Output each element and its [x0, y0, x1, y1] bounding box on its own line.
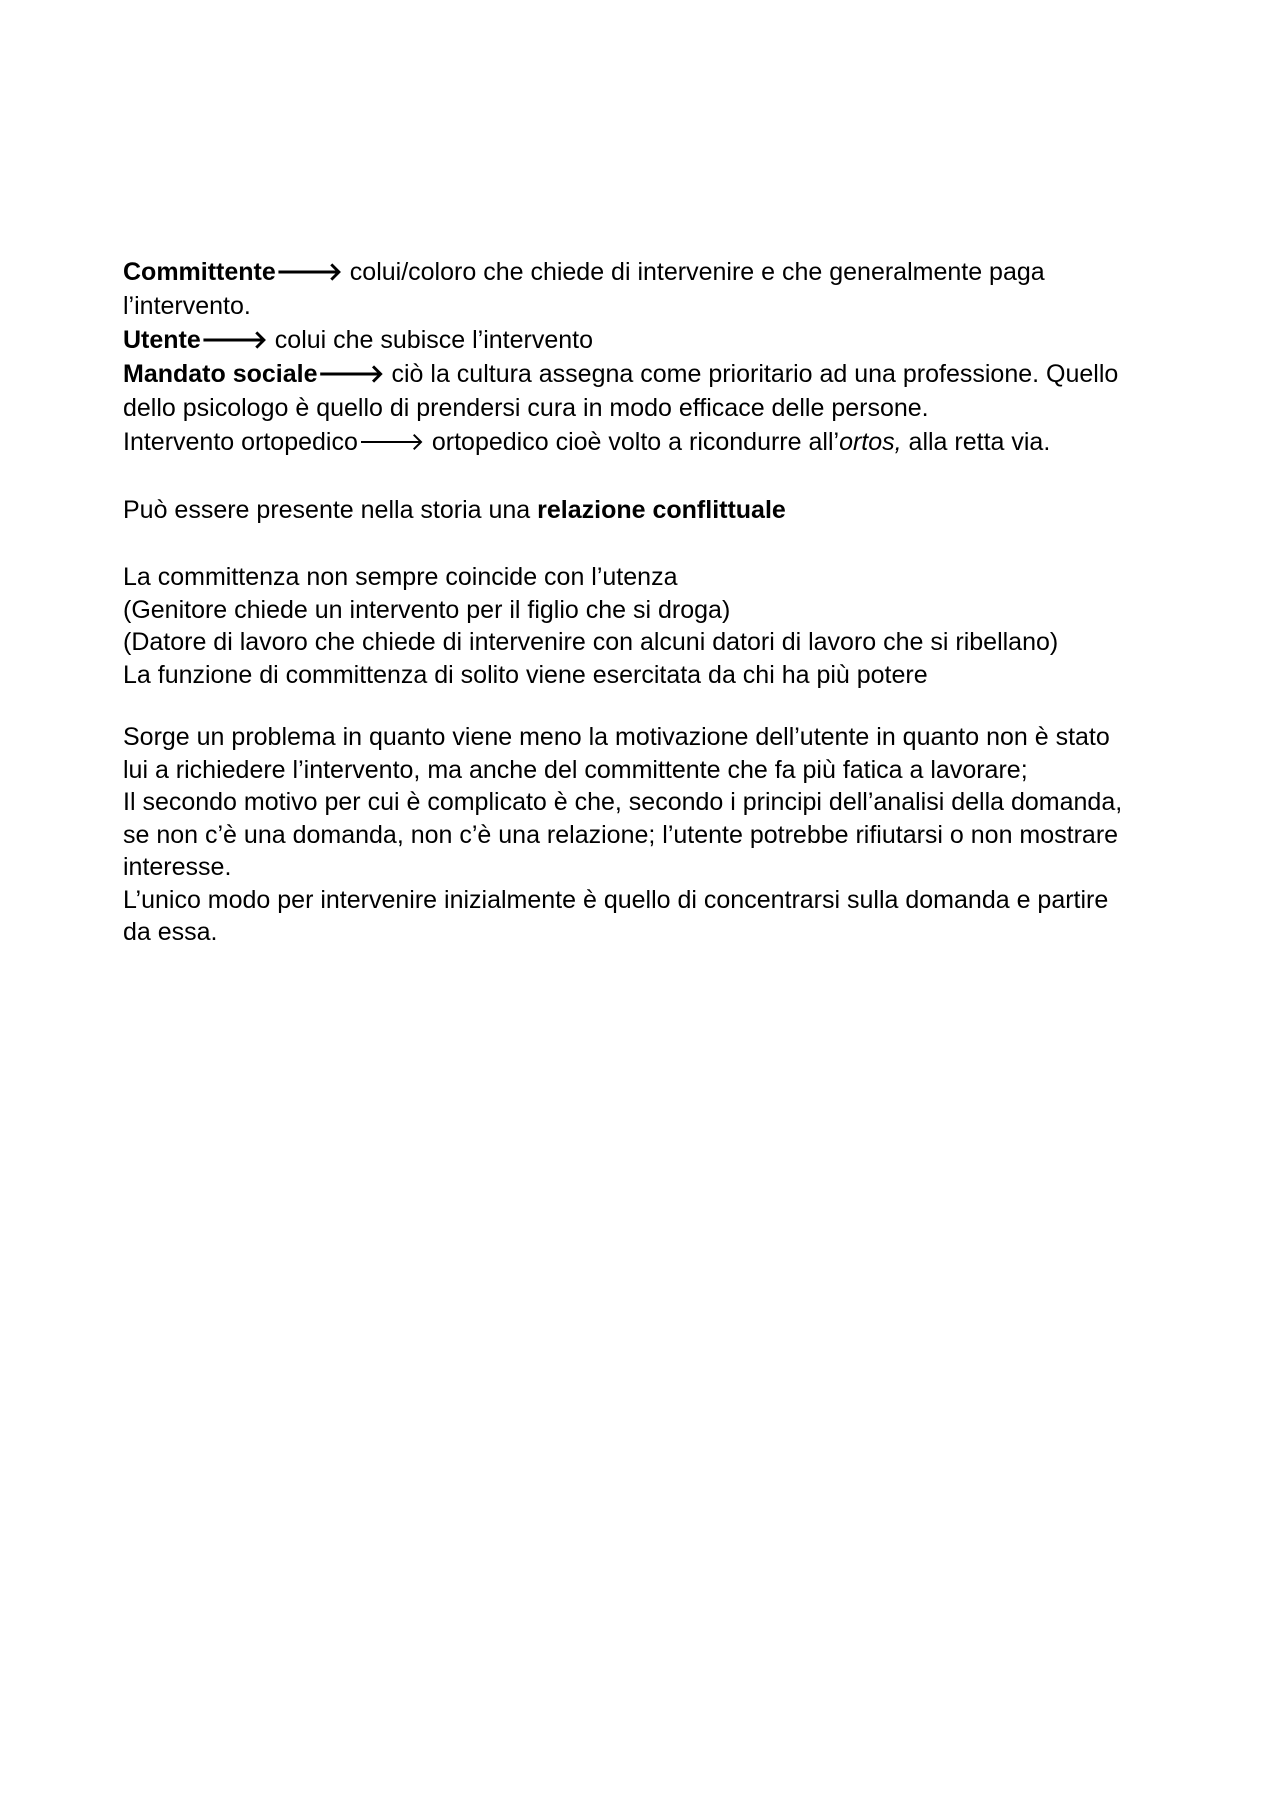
- problema-line: Il secondo motivo per cui è complicato è che, secondo i principi dell’analisi della domanda,: [123, 788, 1123, 816]
- term-mandato-sociale: Mandato sociale: [123, 360, 318, 388]
- spacer: [123, 691, 1173, 721]
- definition-utente: [123, 323, 1173, 357]
- term-intervento-ortopedico: Intervento ortopedico: [123, 428, 358, 456]
- problema-line: lui a richiedere l’intervento, ma anche del committente che fa più fatica a lavorare;: [123, 755, 1028, 784]
- definition-intervento-ortopedico: [123, 425, 1173, 459]
- definition-committente: [123, 255, 1173, 289]
- arrow-right-icon: 🡒: [275, 258, 343, 286]
- arrow-right-icon: 🡒: [357, 428, 425, 456]
- problema-line: Sorge un problema in quanto viene meno la motivazione dell’utente in quanto non è stato: [123, 723, 1110, 751]
- committenza-line: La committenza non sempre coincide con l’utenza: [123, 563, 678, 591]
- definition-committente-continued: l’intervento.: [123, 292, 251, 320]
- definition-mandato-text: ciò la cultura assegna come prioritario ad una professione. Quello: [384, 360, 1119, 388]
- definition-committente-text: colui/coloro che chiede di intervenire e che generalmente paga: [342, 258, 1045, 286]
- problema-line: se non c’è una domanda, non c’è una relazione; l’utente potrebbe rifiutarsi o non mostrare: [123, 820, 1119, 849]
- spacer: [123, 459, 1173, 493]
- conflict-bold: relazione conflittuale: [537, 496, 786, 524]
- conflict-paragraph: [123, 493, 1173, 527]
- definition-utente-text: colui che subisce l’intervento: [267, 326, 594, 354]
- definition-ortopedico-text-end: alla retta via.: [901, 428, 1051, 456]
- definition-mandato-sociale: [123, 357, 1173, 391]
- problema-line: L’unico modo per intervenire inizialmente è quello di concentrarsi sulla domanda e partire: [123, 885, 1109, 914]
- committenza-line: La funzione di committenza di solito viene esercitata da chi ha più potere: [123, 660, 928, 689]
- committenza-line: (Genitore chiede un intervento per il figlio che si droga): [123, 595, 731, 624]
- term-utente: Utente: [123, 326, 201, 354]
- conflict-text: Può essere presente nella storia una: [123, 496, 538, 524]
- arrow-right-icon: 🡒: [317, 360, 385, 388]
- arrow-right-icon: 🡒: [200, 326, 268, 354]
- italic-ortos: ortos,: [839, 428, 902, 456]
- definition-ortopedico-text: ortopedico cioè volto a ricondurre all’: [424, 428, 840, 456]
- problema-line: da essa.: [123, 918, 218, 946]
- spacer: [123, 527, 1173, 561]
- term-committente: Committente: [123, 258, 276, 286]
- definition-mandato-continued: dello psicologo è quello di prendersi cura in modo efficace delle persone.: [123, 394, 929, 422]
- committenza-paragraph: [123, 561, 1173, 949]
- problema-line: interesse.: [123, 853, 232, 881]
- committenza-line: (Datore di lavoro che chiede di intervenire con alcuni datori di lavoro che si ribellano): [123, 628, 1059, 656]
- document-body: [123, 255, 1173, 949]
